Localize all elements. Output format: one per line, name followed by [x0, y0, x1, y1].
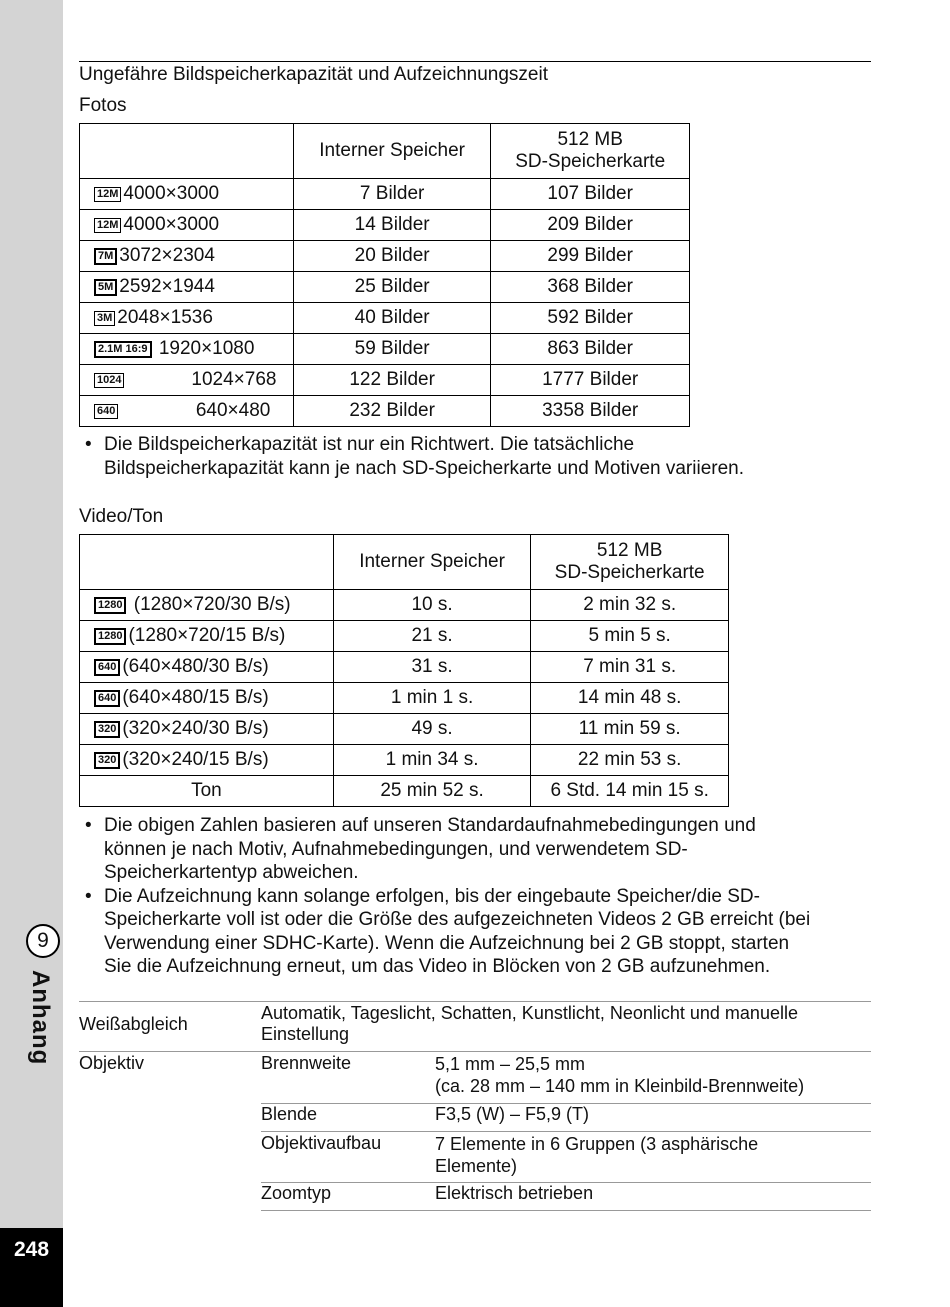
note-line: Speicherkarte voll ist oder die Größe des aufgezeichneten Videos 2 GB erreicht (bei	[104, 909, 811, 930]
resolution-label: 2048×1536	[117, 307, 213, 328]
spec-divider	[261, 1210, 871, 1211]
internal-value: 232 Bilder	[293, 396, 490, 427]
spec-label-lens: Objektiv	[79, 1053, 145, 1073]
spec-value-white-balance	[261, 1003, 798, 1045]
note-line: Die Aufzeichnung kann solange erfolgen, bis der eingebaute Speicher/die SD-	[104, 885, 760, 907]
table-row	[80, 745, 729, 776]
resolution-12m-icon: 12M	[94, 218, 121, 233]
video-mode-label: (1280×720/30 B/s)	[128, 594, 291, 615]
internal-value: 49 s.	[333, 714, 531, 745]
photos-heading: Fotos	[79, 95, 127, 116]
resolution-7m-icon: 7M	[94, 248, 117, 265]
resolution-12m-icon: 12M	[94, 187, 121, 202]
spec-line: Elemente)	[435, 1156, 518, 1176]
note-line: können je nach Motiv, Aufnahmebedingungen, und verwendetem SD-	[104, 838, 688, 860]
video-320-15-icon: 320	[94, 752, 120, 769]
note-line: Bildspeicherkapazität kann je nach SD-Speicherkarte und Motiven variieren.	[104, 457, 745, 479]
header-sd-line1: 512 MB	[557, 129, 623, 150]
spec-line: 5,1 mm – 25,5 mm	[435, 1054, 586, 1074]
internal-value: 40 Bilder	[293, 303, 490, 334]
table-row	[80, 365, 690, 396]
resolution-label: 4000×3000	[123, 214, 220, 235]
table-row	[80, 334, 690, 365]
header-sd	[531, 535, 729, 590]
sd-value: 6 Std. 14 min 15 s.	[531, 776, 729, 807]
header-internal: Interner Speicher	[293, 124, 490, 179]
header-internal: Interner Speicher	[333, 535, 531, 590]
note-item	[79, 433, 869, 480]
sd-value: 863 Bilder	[491, 334, 690, 365]
table-row	[80, 210, 690, 241]
sd-value: 22 min 53 s.	[531, 745, 729, 776]
bullet: •	[85, 885, 92, 907]
table-row	[80, 590, 729, 621]
section-title: Ungefähre Bildspeicherkapazität und Aufzeichnungszeit	[79, 64, 548, 85]
spec-divider	[79, 1001, 871, 1002]
sd-value: 5 min 5 s.	[531, 621, 729, 652]
note-item	[79, 814, 869, 885]
video-1280-30-icon: 1280	[94, 597, 126, 614]
sd-value: 7 min 31 s.	[531, 652, 729, 683]
video-640-15-icon: 640	[94, 690, 120, 707]
video-table	[79, 534, 729, 807]
video-heading: Video/Ton	[79, 506, 164, 527]
spec-line: 7 Elemente in 6 Gruppen (3 asphärische	[435, 1134, 759, 1154]
header-sd-line1: 512 MB	[596, 540, 663, 561]
resolution-label: 640×480	[195, 400, 271, 421]
note-line: Verwendung einer SDHC-Karte). Wenn die Aufzeichnung bei 2 GB stoppt, starten	[104, 932, 790, 954]
chapter-label	[28, 970, 58, 1080]
header-sd-line2: SD-Speicherkarte	[515, 151, 666, 172]
table-row	[80, 272, 690, 303]
bullet: •	[85, 434, 92, 455]
ton-label: Ton	[80, 776, 334, 807]
video-640-30-icon: 640	[94, 659, 120, 676]
header-sd-line2: SD-Speicherkarte	[554, 562, 705, 583]
table-row	[80, 776, 729, 807]
internal-value: 1 min 1 s.	[333, 683, 531, 714]
sd-value: 11 min 59 s.	[531, 714, 729, 745]
note-line: Sie die Aufzeichnung erneut, um das Video in Blöcken von 2 GB aufzunehmen.	[104, 956, 771, 977]
note-line: Die obigen Zahlen basieren auf unseren Standardaufnahmebedingungen und	[104, 815, 756, 836]
spec-label-construction: Objektivaufbau	[261, 1133, 382, 1153]
spec-value-zoom: Elektrisch betrieben	[435, 1183, 594, 1203]
internal-value: 59 Bilder	[293, 334, 490, 365]
internal-value: 21 s.	[333, 621, 531, 652]
table-row	[80, 303, 690, 334]
sd-value: 299 Bilder	[491, 241, 690, 272]
side-tab	[0, 0, 63, 1307]
internal-value: 31 s.	[333, 652, 531, 683]
spec-label-focal: Brennweite	[261, 1053, 352, 1073]
note-line: Die Bildspeicherkapazität ist nur ein Richtwert. Die tatsächliche	[104, 434, 635, 455]
chapter-name: Anhang	[27, 970, 54, 1066]
table-row	[80, 179, 690, 210]
sd-value: 1777 Bilder	[491, 365, 690, 396]
internal-value: 25 min 52 s.	[333, 776, 531, 807]
internal-value: 20 Bilder	[293, 241, 490, 272]
video-320-30-icon: 320	[94, 721, 120, 738]
internal-value: 1 min 34 s.	[333, 745, 531, 776]
internal-value: 7 Bilder	[293, 179, 490, 210]
spec-label-zoom: Zoomtyp	[261, 1183, 332, 1203]
resolution-640-icon: 640	[94, 404, 118, 419]
video-mode-label: (1280×720/15 B/s)	[128, 625, 286, 646]
table-row	[80, 683, 729, 714]
resolution-label: 3072×2304	[119, 245, 215, 266]
resolution-3m-icon: 3M	[94, 311, 115, 326]
photos-table	[79, 123, 690, 427]
table-row	[80, 241, 690, 272]
video-notes	[79, 814, 869, 979]
header-sd	[491, 124, 690, 179]
table-header-row	[80, 535, 729, 590]
photos-note	[79, 433, 869, 480]
spec-label-aperture: Blende	[261, 1104, 318, 1124]
resolution-label: 4000×3000	[123, 183, 220, 204]
table-row	[80, 714, 729, 745]
resolution-1024-icon: 1024	[94, 373, 124, 388]
internal-value: 122 Bilder	[293, 365, 490, 396]
sd-value: 14 min 48 s.	[531, 683, 729, 714]
internal-value: 25 Bilder	[293, 272, 490, 303]
resolution-2m-16-9-icon: 2.1M 16:9	[94, 341, 152, 358]
table-header-row	[80, 124, 690, 179]
header-empty-cell	[80, 535, 334, 590]
spec-line: Einstellung	[261, 1024, 350, 1044]
header-empty-cell	[80, 124, 294, 179]
note-line: Speicherkartentyp abweichen.	[104, 862, 359, 883]
spec-value-aperture: F3,5 (W) – F5,9 (T)	[435, 1104, 590, 1124]
page-number: 248	[13, 1238, 50, 1261]
spec-value-focal	[435, 1053, 804, 1097]
top-rule	[79, 61, 871, 62]
table-row	[80, 652, 729, 683]
resolution-label: 2592×1944	[119, 276, 215, 297]
spec-divider	[79, 1051, 871, 1052]
resolution-5m-icon: 5M	[94, 279, 117, 296]
video-mode-label: (320×240/30 B/s)	[122, 718, 269, 739]
table-row	[80, 621, 729, 652]
spec-divider	[261, 1131, 871, 1132]
sd-value: 209 Bilder	[491, 210, 690, 241]
sd-value: 3358 Bilder	[491, 396, 690, 427]
sd-value: 107 Bilder	[491, 179, 690, 210]
spec-line: Automatik, Tageslicht, Schatten, Kunstlicht, Neonlicht und manuelle	[261, 1003, 798, 1023]
chapter-number: 9	[26, 924, 60, 958]
video-mode-label: (320×240/15 B/s)	[122, 749, 269, 770]
resolution-label: 1920×1080	[158, 338, 255, 359]
table-row	[80, 396, 690, 427]
internal-value: 10 s.	[333, 590, 531, 621]
spec-line: (ca. 28 mm – 140 mm in Kleinbild-Brennweite)	[435, 1076, 805, 1096]
video-mode-label: (640×480/30 B/s)	[122, 656, 269, 677]
spec-value-construction	[435, 1133, 758, 1177]
video-1280-15-icon: 1280	[94, 628, 126, 645]
sd-value: 2 min 32 s.	[531, 590, 729, 621]
internal-value: 14 Bilder	[293, 210, 490, 241]
sd-value: 592 Bilder	[491, 303, 690, 334]
sd-value: 368 Bilder	[491, 272, 690, 303]
spec-label-white-balance: Weißabgleich	[79, 1014, 188, 1034]
video-mode-label: (640×480/15 B/s)	[122, 687, 269, 708]
note-item	[79, 885, 869, 979]
bullet: •	[85, 815, 92, 836]
resolution-label: 1024×768	[191, 369, 277, 390]
